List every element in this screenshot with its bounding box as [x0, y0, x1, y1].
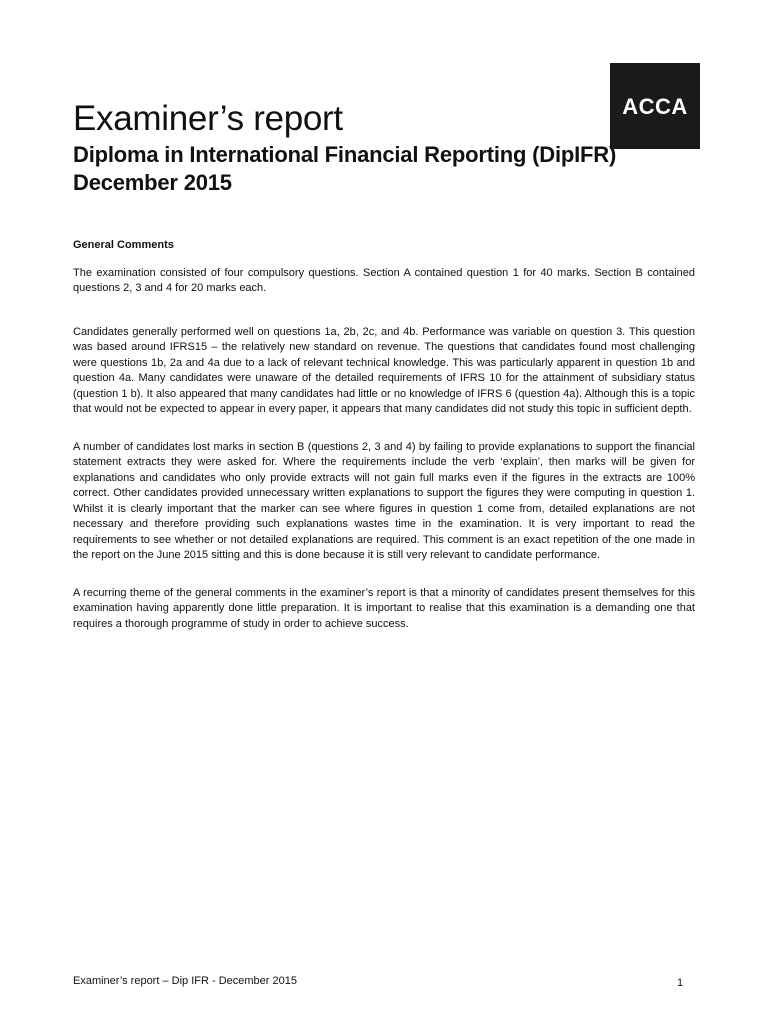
paragraph-preparation: A recurring theme of the general comments in the examiner’s report is that a minority of candidates present themselves for this examination having apparently done little preparation. It is important to realise that this examination is a demanding one that requires a thorough programme of study in order to achieve success.: [73, 587, 695, 630]
page-title: Examiner’s report: [73, 99, 343, 138]
paragraph-performance: Candidates generally performed well on questions 1a, 2b, 2c, and 4b. Performance was variable on question 3. This question was based around IFRS15 – the relatively new standard on revenue. The questions that candidates found most challenging were questions 1b, 2a and 4a due to a lack of relevant technical knowledge. This was particularly apparent in question 1b and question 4a. Many candidates were unaware of the detailed requirements of IFRS 10 for the attainment of subsidiary status (question 1 b). It also appeared that many candidates had little or no knowledge of IFRS 6 (question 4a). Although this is a topic that would not be expected to appear in every paper, it appears that many candidates did not study this topic in sufficient depth.: [73, 326, 695, 416]
paragraph-exam-structure: The examination consisted of four compulsory questions. Section A contained question 1 for 40 marks. Section B contained questions 2, 3 and 4 for 20 marks each.: [73, 267, 695, 295]
page-subtitle: Diploma in International Financial Reporting (DipIFR): [73, 142, 617, 167]
page-number: 1: [677, 977, 684, 989]
section-heading: General Comments: [73, 239, 174, 251]
acca-logo: [610, 63, 700, 149]
acca-logo-text: ACCA: [622, 94, 688, 119]
paragraph-explanations: A number of candidates lost marks in section B (questions 2, 3 and 4) by failing to provide explanations to support the financial statement extracts they were asked for. Where the requirements include the verb ‘explain’, then marks will be given for explanations and candidates who only provide extracts will not gain full marks even if the figures in the extracts are 100% correct. Other candidates provided unnecessary written explanations to support the figures they were computing in question 1. Whilst it is clearly important that the marker can see where figures in question 1 come from, detailed explanations are not necessary and therefore providing such explanations wastes time in the examination. It is very important to read the requirements to see whether or not detailed explanations are required. This comment is an exact repetition of the one made in the report on the June 2015 sitting and this is done because it is still very relevant to candidate performance.: [73, 441, 695, 562]
report-date: December 2015: [73, 170, 232, 195]
acca-logo-mark: [610, 63, 700, 149]
footer-text: Examiner’s report – Dip IFR - December 2015: [73, 975, 297, 987]
